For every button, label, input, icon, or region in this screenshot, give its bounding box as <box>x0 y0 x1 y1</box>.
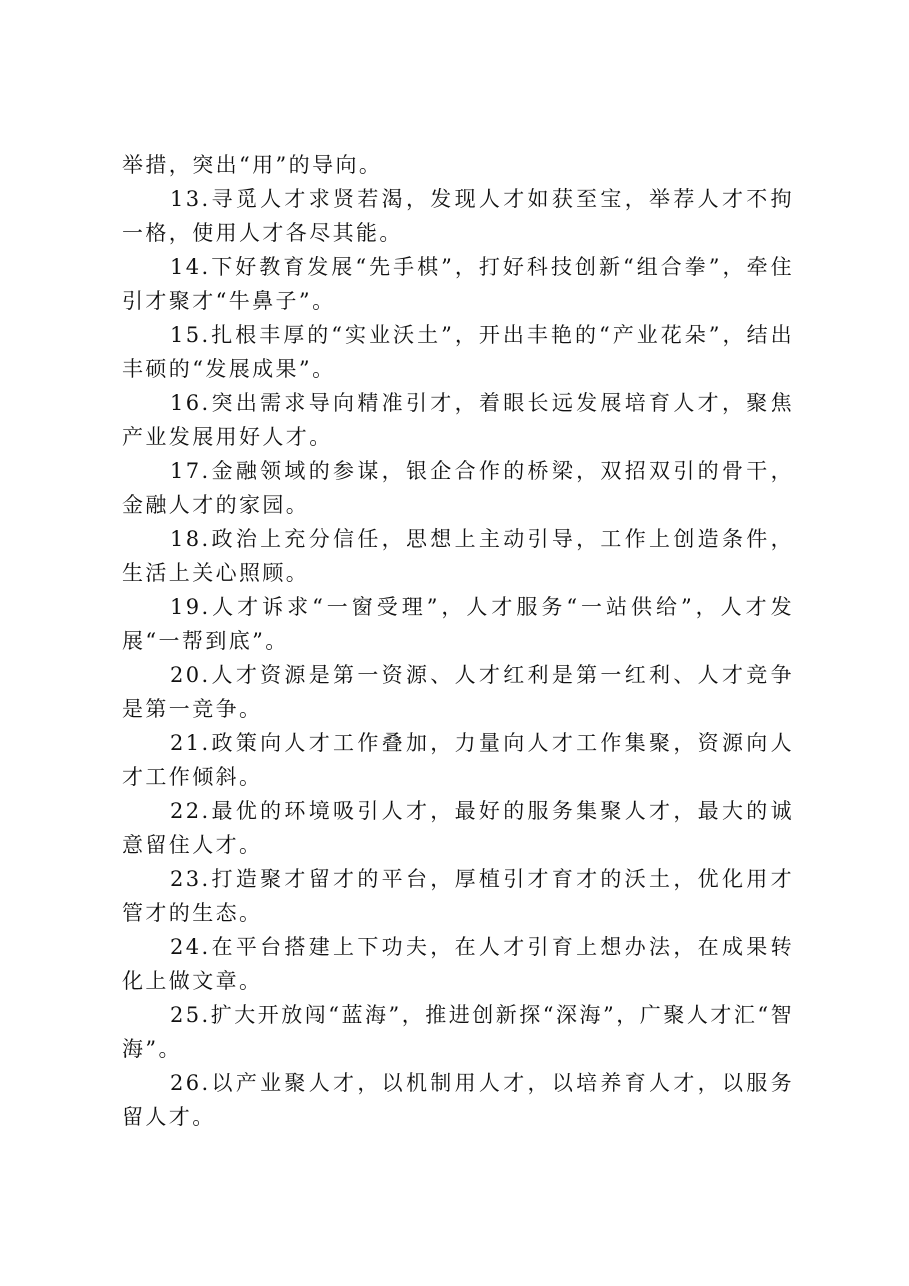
paragraph-continuation: 举措，突出“用”的导向。 <box>122 153 383 177</box>
paragraph-25: 25.扩大开放闯“蓝海”，推进创新探“深海”，广聚人才汇“智海”。 <box>122 1003 794 1061</box>
paragraph-19: 19.人才诉求“一窗受理”，人才服务“一站供给”，人才发展“一帮到底”。 <box>122 595 794 653</box>
paragraph-20: 20.人才资源是第一资源、人才红利是第一红利、人才竞争是第一竞争。 <box>122 663 794 721</box>
document-body <box>122 148 794 1134</box>
paragraph-15: 15.扎根丰厚的“实业沃土”，开出丰艳的“产业花朵”，结出丰硕的“发展成果”。 <box>122 323 794 381</box>
paragraph-14: 14.下好教育发展“先手棋”，打好科技创新“组合拳”，牵住引才聚才“牛鼻子”。 <box>122 255 794 313</box>
paragraph-16: 16.突出需求导向精准引才，着眼长远发展培育人才，聚焦产业发展用好人才。 <box>122 391 794 449</box>
paragraph-17: 17.金融领域的参谋，银企合作的桥梁，双招双引的骨干，金融人才的家园。 <box>122 459 794 517</box>
paragraph-13: 13.寻觅人才求贤若渴，发现人才如获至宝，举荐人才不拘一格，使用人才各尽其能。 <box>122 187 794 245</box>
paragraph-23: 23.打造聚才留才的平台，厚植引才育才的沃土，优化用才管才的生态。 <box>122 867 794 925</box>
paragraph-26: 26.以产业聚人才，以机制用人才，以培养育人才，以服务留人才。 <box>122 1071 794 1129</box>
paragraph-18: 18.政治上充分信任，思想上主动引导，工作上创造条件，生活上关心照顾。 <box>122 527 794 585</box>
paragraph-24: 24.在平台搭建上下功夫，在人才引育上想办法，在成果转化上做文章。 <box>122 935 794 993</box>
paragraph-22: 22.最优的环境吸引人才，最好的服务集聚人才，最大的诚意留住人才。 <box>122 799 794 857</box>
paragraph-21: 21.政策向人才工作叠加，力量向人才工作集聚，资源向人才工作倾斜。 <box>122 731 794 789</box>
